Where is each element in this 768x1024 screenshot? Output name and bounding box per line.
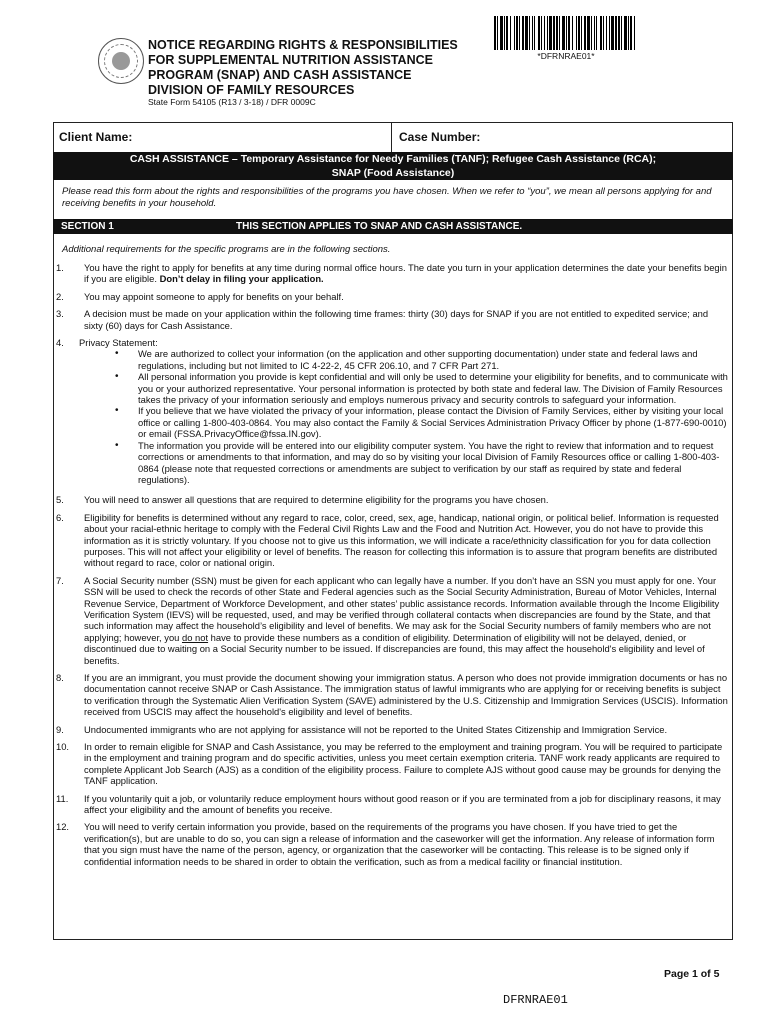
program-banner xyxy=(53,152,733,180)
item-text: If you voluntarily quit a job, or voluntarily reduce employment hours without good reason or if you are terminated from a job for disciplinary reasons, it may affect your eligibility and the amount of benefits you receive. xyxy=(84,792,721,816)
item-number: 1. xyxy=(56,262,64,273)
item-bold-text: Don’t delay in filing your application. xyxy=(159,273,324,285)
title-line: NOTICE REGARDING RIGHTS & RESPONSIBILITIES xyxy=(148,38,458,52)
item-number: 12. xyxy=(56,821,70,833)
item-text: You have the right to apply for benefits at any time during normal office hours. The date you turn in your application determines the date your benefits begin if you are eligible. xyxy=(84,262,727,285)
privacy-heading: Privacy Statement: xyxy=(79,337,158,349)
bullet-text: • If you believe that we have violated the privacy of your information, please contact the Division of Family Services, either by visiting your local office or calling 1-800-403-0864. You may also contact the Family & Social Services Administration Privacy Officer by phone (1-877-690-0010) or email (FSSA.PrivacyOffice@fssa.IN.gov). xyxy=(138,405,727,440)
bullet-text: • The information you provide will be entered into our eligibility computer system. You have the right to review that information and to request corrections or amendments to that information, and may do so by visiting your local Division of Family Resources office or calling 1-800-403-0864 (please note that requested corrections or amendments are subject to verification by our staff as required by state and federal regulations). xyxy=(138,439,720,485)
item-text: If you are an immigrant, you must provide the document showing your immigration status. A person who does not provide immigration documents or has no documentation cannot receive SNAP or Cash Assistance. The immigration status of lawful immigrants who are applying for or receiving benefits is subject to verification through the Systematic Alien Verification System (SAVE) administered by the U.S. Citizenship and Immigration Services (USCIS). Information received from USCIS may affect the household's eligibility and level of benefits. xyxy=(84,672,728,718)
item-text: Eligibility for benefits is determined without any regard to race, color, creed, sex, age, handicap, national origin, or political belief. Information is requested about your racial-ethnic heritage to comply with the Federal Civil Rights Law and the Food and Nutrition Act. However, you do not have to provide this information as it is strictly voluntary. If you choose not to give us this information, we will indicate a race/ethnicity classification for you for data collection purposes. This will not affect your eligibility or level of benefits. The reason for collecting this information is to assure that program benefits are distributed without regard to race, color or national origin. xyxy=(84,511,719,569)
item-number: 4. xyxy=(56,337,64,349)
item-number: 8. xyxy=(56,672,64,683)
privacy-bullet xyxy=(84,440,728,486)
item-text: You will need to verify certain information you provide, based on the requirements of the programs you have chosen. If you have tried to get the verification(s), but are unable to do so, you can sign a release of information and the caseworker will get the information. Any release of information form that you sign must have the name of the person, agency, or organization that the caseworker will be contacting. This release is to be signed only if confidential information needs to be shared in order to obtain the verification, such as from a medical facility or financial institution. xyxy=(84,821,715,867)
case-number-label: Case Number: xyxy=(399,130,481,144)
list-item-privacy xyxy=(56,337,728,485)
item-number: 9. xyxy=(56,723,64,735)
item-number: 6. xyxy=(56,511,64,523)
additional-note: Additional requirements for the specific programs are in the following sections. xyxy=(62,244,391,255)
item-number: 2. xyxy=(56,290,64,302)
item-text: A Social Security number (SSN) must be given for each applicant who can legally have a number. If you don’t have an SSN you must apply for one. Your SSN will be used to check the records of other State and Federal agencies such as the Social Security Administration, Bureau of Motor Vehicles, Internal Revenue Service, Department of Workforce Development, and other states’ public assistance records. Information available through the Income Eligibility Verification System (IEVS) will be requested, used, and may be verified through collateral contacts when discrepancies are found by the State, and that such information may affect the household’s eligibility and level of benefits. We may ask for the Social Security numbers of family members who are not applying; however, you xyxy=(84,574,720,643)
item-underline-text: do not xyxy=(181,631,209,643)
list-item xyxy=(56,262,728,285)
item-text: have to provide these numbers as a condition of eligibility. Determination of eligibility will not be delayed, denied, or discontinued due to waiting on a Social Security number to be issued. If discrepancies are found, this may affect the household's eligibility and level of benefits. xyxy=(84,631,705,666)
section-header xyxy=(53,219,733,234)
list-item xyxy=(56,741,728,787)
item-text: In order to remain eligible for SNAP and Cash Assistance, you may be referred to the employment and training program. You will be required to participate in the employment and training program and do specific activities, unless you meet certain exemption criteria. TANF work ready applicants are required to complete Applicant Job Search (AJS) as a condition of the eligibility process. Failure to complete AJS without good cause may be grounds for denying the TANF application. xyxy=(84,741,723,787)
title-line: PROGRAM (SNAP) AND CASH ASSISTANCE xyxy=(148,68,412,82)
form-number: State Form 54105 (R13 / 3-18) / DFR 0009C xyxy=(148,97,316,107)
item-text: You will need to answer all questions that are required to determine eligibility for the programs you have chosen. xyxy=(84,494,549,506)
field-divider xyxy=(391,122,392,152)
bullet-text: • We are authorized to collect your information (on the application and other supporting documentation) under state and federal laws and regulations, including but not limited to IC 4-22-2, 45 CFR 206.10, and 7 CFR Part 271. xyxy=(138,348,698,371)
list-item xyxy=(56,291,728,302)
list-item xyxy=(56,308,728,331)
item-text: You may appoint someone to apply for benefits on your behalf. xyxy=(84,290,344,302)
item-number: 3. xyxy=(56,308,64,320)
section-label: SECTION 1 xyxy=(61,221,114,232)
list-item xyxy=(56,672,728,718)
privacy-bullet xyxy=(84,371,728,405)
page-number: Page 1 of 5 xyxy=(664,968,720,980)
intro-text: Please read this form about the rights and responsibilities of the programs you have chosen. When we refer to “you”, we mean all persons applying for and receiving benefits in your household. xyxy=(62,186,712,209)
list-item xyxy=(56,512,728,569)
barcode-icon xyxy=(493,16,639,50)
item-number: 10. xyxy=(56,741,70,753)
client-name-label: Client Name: xyxy=(59,130,133,144)
list-item xyxy=(56,821,728,867)
list-item xyxy=(56,575,728,666)
banner-line-1: CASH ASSISTANCE – Temporary Assistance for Needy Families (TANF); Refugee Cash Assistance (RCA); xyxy=(129,153,657,165)
barcode-text: *DFRNRAE01* xyxy=(537,51,595,61)
item-number: 11. xyxy=(56,792,69,804)
list-item xyxy=(56,724,728,735)
item-list xyxy=(56,262,728,873)
privacy-bullet xyxy=(84,348,728,371)
title-line: FOR SUPPLEMENTAL NUTRITION ASSISTANCE xyxy=(148,53,433,67)
list-item xyxy=(56,494,728,505)
item-number: 7. xyxy=(56,574,64,586)
form-title xyxy=(148,38,488,98)
bullet-text: • All personal information you provide is kept confidential and will only be used to determine your eligibility for benefits, and to communicate with you or your authorized representative. Your personal information is protected by both state and federal law. The Division of Family Resources takes the privacy of your information seriously and employs numerous privacy and security controls to safeguard your information. xyxy=(138,371,728,406)
title-line: DIVISION OF FAMILY RESOURCES xyxy=(148,83,355,97)
banner-line-2: SNAP (Food Assistance) xyxy=(331,167,455,179)
section-title: THIS SECTION APPLIES TO SNAP AND CASH ASSISTANCE. xyxy=(236,221,523,232)
state-seal-icon xyxy=(98,38,144,84)
list-item xyxy=(56,793,728,816)
footer-code: DFRNRAE01 xyxy=(503,993,568,1007)
item-text: Undocumented immigrants who are not applying for assistance will not be reported to the United States Citizenship and Immigration Service. xyxy=(84,723,668,735)
client-info-row xyxy=(53,122,733,152)
privacy-bullet xyxy=(84,405,728,439)
item-number: 5. xyxy=(56,494,64,506)
item-text: A decision must be made on your application within the following time frames: thirty (30) days for SNAP if you are not entitled to expedited service; and sixty (60) days for Cash Assistance. xyxy=(84,308,709,331)
